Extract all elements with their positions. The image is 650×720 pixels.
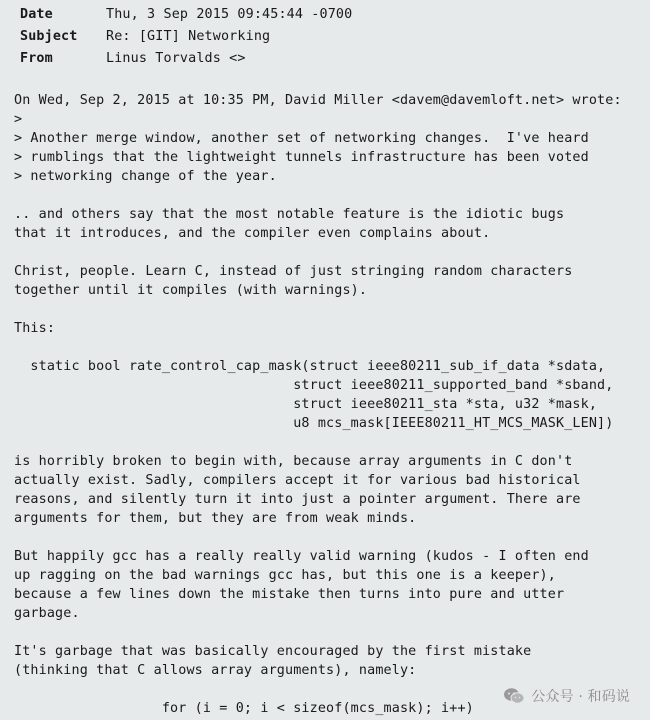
quoted-line: > Another merge window, another set of networking changes. I've heard	[14, 131, 589, 146]
body-line: arguments for them, but they are from weak minds.	[14, 511, 417, 526]
from-row	[20, 48, 352, 70]
body-line: But happily gcc has a really really valid warning (kudos - I often end	[14, 549, 589, 564]
quoted-line: > rumblings that the lightweight tunnels infrastructure has been voted	[14, 150, 589, 165]
body-line: Christ, people. Learn C, instead of just stringing random characters	[14, 264, 573, 279]
quoted-line: >	[14, 112, 23, 127]
date-row	[20, 4, 352, 26]
body-line: (thinking that C allows array arguments), namely:	[14, 663, 417, 678]
body-line: for (i = 0; i < sizeof(mcs_mask); i++)	[14, 701, 474, 716]
body-line: It's garbage that was basically encouraged by the first mistake	[14, 644, 532, 659]
body-line: up ragging on the bad warnings gcc has, but this one is a keeper),	[14, 568, 556, 583]
watermark-text: 公众号 · 和码说	[531, 689, 630, 705]
body-line: This:	[14, 321, 56, 336]
body-line	[14, 300, 644, 319]
email-header	[20, 4, 352, 70]
subject-value: Re: [GIT] Networking	[106, 29, 271, 44]
body-line: that it introduces, and the compiler even complains about.	[14, 226, 491, 241]
body-line	[14, 623, 644, 642]
from-value: Linus Torvalds <>	[106, 51, 246, 66]
watermark	[503, 686, 630, 706]
body-line: reasons, and silently turn it into just a pointer argument. There are	[14, 492, 581, 507]
body-line: static bool rate_control_cap_mask(struct ieee80211_sub_if_data *sdata,	[14, 359, 606, 374]
quoted-line: > networking change of the year.	[14, 169, 277, 184]
body-line: garbage.	[14, 606, 80, 621]
body-line: together until it compiles (with warnings).	[14, 283, 368, 298]
body-line	[14, 338, 644, 357]
email-body	[14, 91, 644, 718]
body-line: struct ieee80211_sta *sta, u32 *mask,	[14, 397, 598, 412]
body-line: because a few lines down the mistake then turns into pure and utter	[14, 587, 565, 602]
body-line: is horribly broken to begin with, because array arguments in C don't	[14, 454, 573, 469]
body-line: actually exist. Sadly, compilers accept it for various bad historical	[14, 473, 581, 488]
date-label: Date	[20, 7, 53, 22]
from-label: From	[20, 51, 53, 66]
wechat-icon	[503, 687, 525, 705]
body-line: u8 mcs_mask[IEEE80211_HT_MCS_MASK_LEN])	[14, 416, 614, 431]
body-line	[14, 433, 644, 452]
subject-row	[20, 26, 352, 48]
body-line	[14, 528, 644, 547]
subject-label: Subject	[20, 29, 78, 44]
body-line	[14, 186, 644, 205]
body-line	[14, 243, 644, 262]
body-line: .. and others say that the most notable feature is the idiotic bugs	[14, 207, 565, 222]
date-value: Thu, 3 Sep 2015 09:45:44 -0700	[106, 7, 353, 22]
body-line: struct ieee80211_supported_band *sband,	[14, 378, 614, 393]
body-line: On Wed, Sep 2, 2015 at 10:35 PM, David Miller <davem@davemloft.net> wrote:	[14, 93, 622, 108]
